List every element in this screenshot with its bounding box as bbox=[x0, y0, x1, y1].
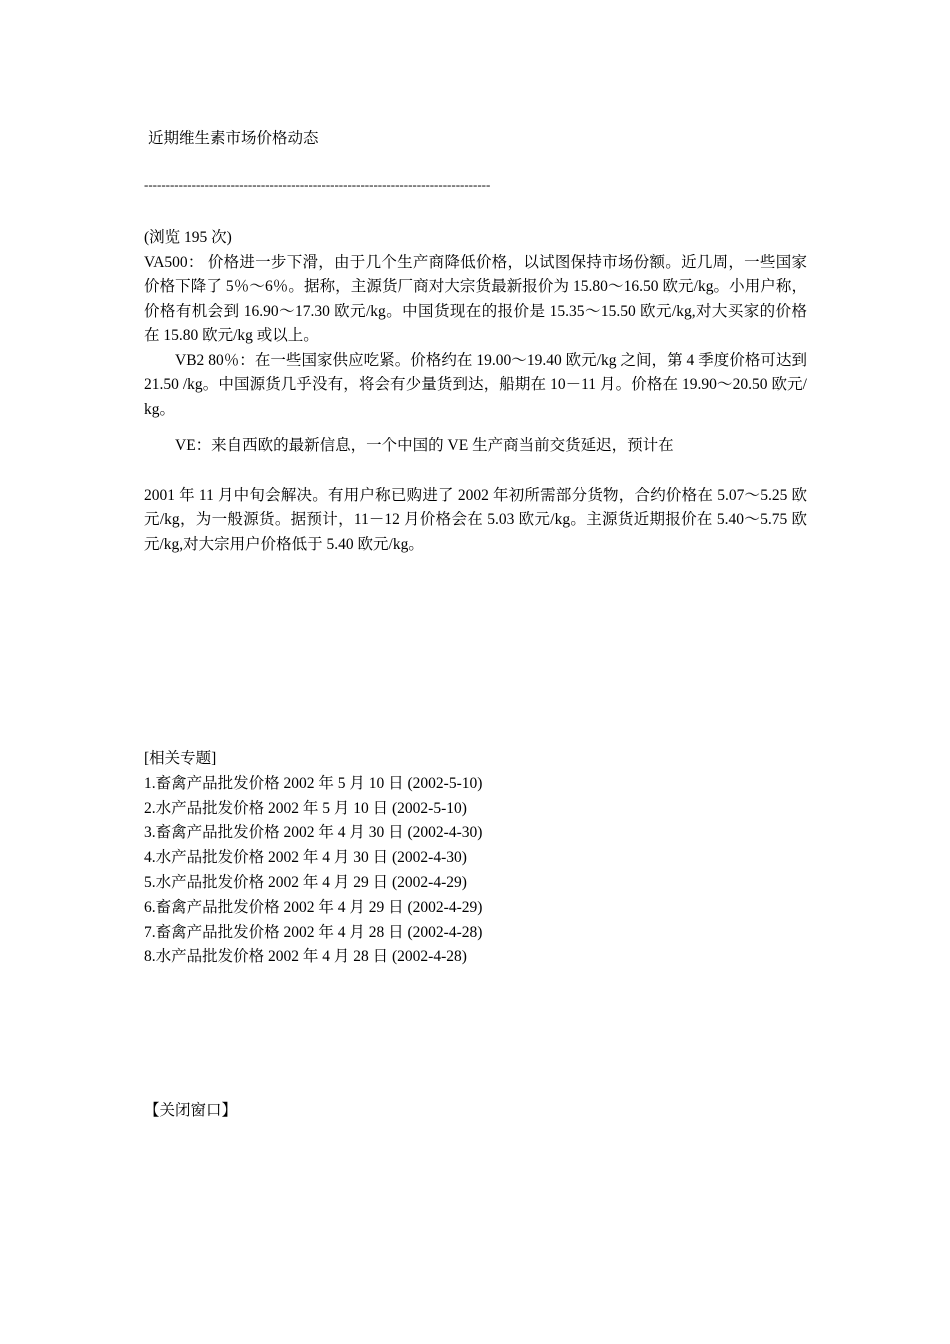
close-window-link[interactable]: 【关闭窗口】 bbox=[144, 1102, 238, 1119]
view-count: (浏览 195 次) bbox=[144, 229, 232, 246]
article-title: 近期维生素市场价格动态 bbox=[148, 130, 319, 147]
related-item[interactable]: 6.畜禽产品批发价格 2002 年 4 月 29 日 (2002-4-29) bbox=[144, 898, 483, 916]
related-item[interactable]: 1.畜禽产品批发价格 2002 年 5 月 10 日 (2002-5-10) bbox=[144, 774, 483, 792]
paragraph-vb2: VB2 80％：在一些国家供应吃紧。价格约在 19.00～19.40 欧元/kg 之间，第 4 季度价格可达到 21.50 /kg。中国源货几乎没有，将会有少量货到达，船期在 10－11 月。价格在 19.90～20.50 欧元/ kg。 bbox=[144, 351, 807, 418]
paragraph-ve-detail: 2001 年 11 月中旬会解决。有用户称已购进了 2002 年初所需部分货物，合约价格在 5.07～5.25 欧元/kg，为一般源货。据预计，11－12 月价格会在 5.03 欧元/kg。主源货近期报价在 5.40～5.75 欧元/kg,对大宗用户价格低于 5.40 欧元/kg。 bbox=[144, 486, 807, 553]
related-item[interactable]: 4.水产品批发价格 2002 年 4 月 30 日 (2002-4-30) bbox=[144, 849, 467, 867]
paragraph-gap bbox=[144, 422, 807, 434]
related-item[interactable]: 7.畜禽产品批发价格 2002 年 4 月 28 日 (2002-4-28) bbox=[144, 923, 483, 941]
related-item[interactable]: 5.水产品批发价格 2002 年 4 月 29 日 (2002-4-29) bbox=[144, 873, 467, 891]
related-item[interactable]: 3.畜禽产品批发价格 2002 年 4 月 30 日 (2002-4-30) bbox=[144, 824, 483, 842]
paragraph-ve-intro: VE：来自西欧的最新信息，一个中国的 VE 生产商当前交货延迟，预计在 bbox=[175, 437, 674, 454]
article-body bbox=[144, 226, 807, 557]
paragraph-gap bbox=[144, 459, 807, 484]
related-item[interactable]: 8.水产品批发价格 2002 年 4 月 28 日 (2002-4-28) bbox=[144, 948, 467, 966]
related-heading: [相关专题] bbox=[144, 750, 217, 767]
paragraph-va500: VA500： 价格进一步下滑，由于几个生产商降低价格，以试图保持市场份额。近几周，一些国家价格下降了 5％～6％。据称，主源货厂商对大宗货最新报价为 15.80～16.50 欧元/kg。小用户称，价格有机会到 16.90～17.30 欧元/kg。中国货现在的报价是 15.35～15.50 欧元/kg,对大买家的价格在 15.80 欧元/kg 或以上。 bbox=[144, 253, 807, 344]
divider-line: -------------------------------------------------------------------------------- bbox=[144, 177, 491, 192]
related-topics bbox=[144, 747, 482, 970]
related-item[interactable]: 2.水产品批发价格 2002 年 5 月 10 日 (2002-5-10) bbox=[144, 799, 467, 817]
